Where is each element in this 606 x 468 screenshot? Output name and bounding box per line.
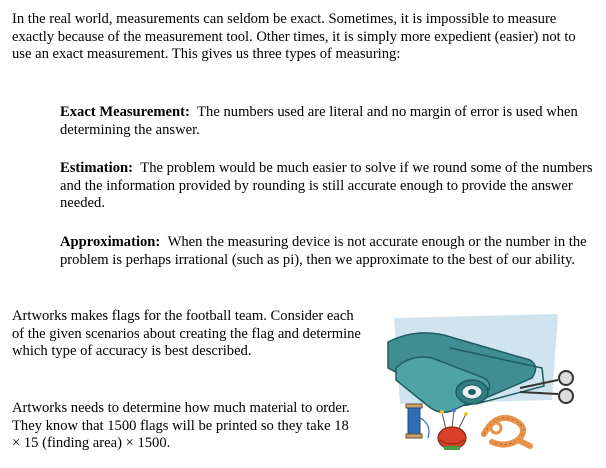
definition-term: Approximation <box>60 234 156 250</box>
definition-text: The numbers used are literal and no margin of error is used when determining the answer. <box>60 104 578 138</box>
definition-term: Estimation <box>60 160 129 176</box>
scenario-intro-paragraph: Artworks makes flags for the football team. Consider each of the given scenarios about creating the flag and determine which type of accuracy is best described. <box>12 308 361 359</box>
measuring-tape-icon <box>484 418 530 446</box>
definition-text: When the measuring device is not accurate enough or the number in the problem is perhaps irrational (such as pi), then we approximate to the best of our ability. <box>60 234 587 268</box>
definition-colon: : <box>128 160 133 176</box>
definition-colon: : <box>184 104 190 120</box>
definition-approximation <box>60 234 596 269</box>
definition-estimation <box>60 160 596 213</box>
pincushion-icon <box>438 408 468 450</box>
thread-spool-icon <box>406 404 429 438</box>
definition-term: Exact Measurement <box>60 104 185 120</box>
definition-exact-measurement <box>60 104 596 139</box>
definition-colon: : <box>155 234 161 250</box>
definition-text: The problem would be much easier to solve if we round some of the numbers and the information provided by rounding is still accurate enough to provide the answer needed. <box>60 160 593 211</box>
sewing-clipart <box>380 308 586 458</box>
intro-paragraph: In the real world, measurements can seldom be exact. Sometimes, it is impossible to measure exactly because of the measurement tool. Other times, it is simply more expedient (easier) not to use an exact measurement. This gives us three types of measuring: <box>12 11 576 62</box>
scenario-paragraph: Artworks needs to determine how much material to order. They know that 1500 flags will be printed so they take 18 × 15 (finding area) × 1500. <box>12 400 350 451</box>
